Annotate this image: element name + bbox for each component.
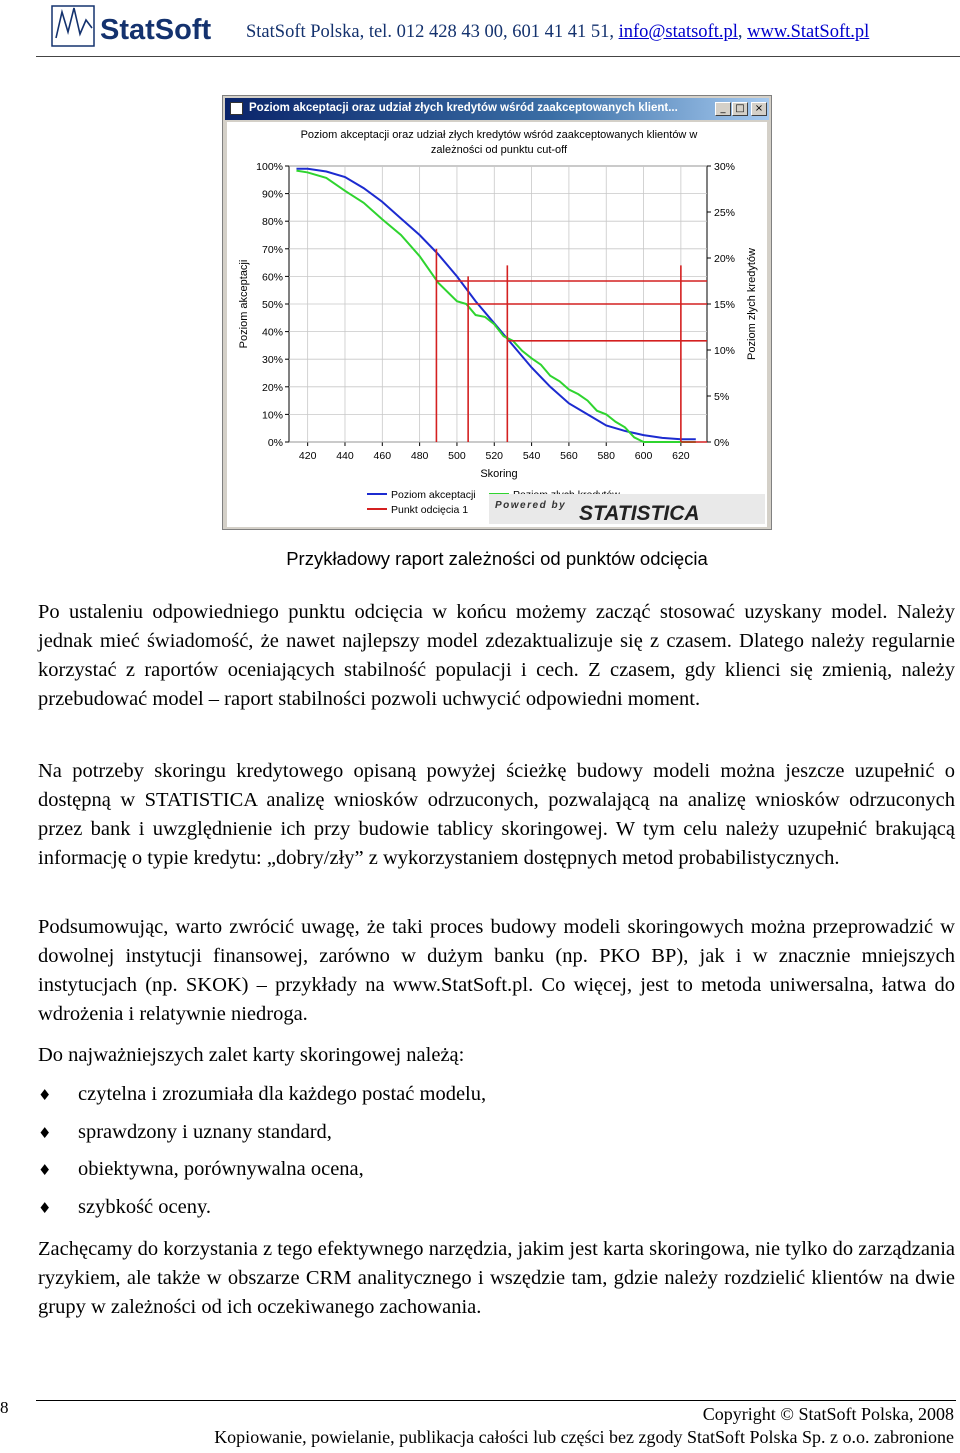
x-tick-label: 600 bbox=[634, 450, 653, 462]
website-link[interactable]: www.StatSoft.pl bbox=[747, 22, 870, 42]
y-left-tick-label: 40% bbox=[261, 326, 283, 339]
legend-label-acceptance: Poziom akceptacji bbox=[391, 489, 476, 501]
contact-separator: , bbox=[737, 22, 748, 42]
y-right-axis-label: Poziom złych kredytów bbox=[746, 248, 758, 360]
y-right-tick-label: 25% bbox=[714, 207, 736, 219]
bullet-text: czytelna i zrozumiała dla każdego postać modelu, bbox=[78, 1083, 487, 1105]
y-left-tick-label: 0% bbox=[267, 437, 283, 449]
footer-notice: Kopiowanie, powielanie, publikacja całości lub części bez zgody StatSoft Polska Sp. z o.o. zabronione bbox=[214, 1427, 954, 1447]
x-tick-label: 560 bbox=[560, 450, 578, 462]
window-app-icon bbox=[230, 102, 243, 115]
email-link[interactable]: info@statsoft.pl bbox=[618, 22, 738, 42]
x-tick-label: 580 bbox=[597, 450, 615, 462]
x-tick-label: 440 bbox=[336, 450, 354, 462]
chart-svg bbox=[227, 122, 767, 527]
figure-caption: Przykładowy raport zależności od punktów odcięcia bbox=[286, 548, 708, 569]
bullet-item bbox=[38, 1080, 486, 1110]
window-title: Poziom akceptacji oraz udział złych kredytów wśród zaakceptowanych klient... bbox=[249, 102, 678, 114]
x-tick-label: 540 bbox=[522, 450, 541, 462]
y-left-tick-label: 20% bbox=[261, 381, 283, 394]
bullet-text: obiektywna, porównywalna ocena, bbox=[78, 1158, 364, 1180]
minimize-button[interactable]: _ bbox=[715, 102, 731, 116]
window-titlebar[interactable] bbox=[225, 98, 769, 120]
y-left-axis-label: Poziom akceptacji bbox=[238, 259, 250, 349]
y-left-tick-label: 100% bbox=[256, 161, 283, 173]
x-tick-label: 420 bbox=[298, 450, 317, 462]
y-left-tick-label: 90% bbox=[261, 188, 283, 201]
x-tick-label: 620 bbox=[672, 450, 690, 462]
y-left-tick-label: 30% bbox=[261, 354, 283, 367]
y-right-tick-label: 30% bbox=[714, 161, 736, 173]
paragraph-4: Do najważniejszych zalet karty skoringowej należą: bbox=[38, 1044, 465, 1066]
diamond-bullet-icon: ♦ bbox=[38, 1124, 52, 1142]
y-right-tick-label: 15% bbox=[714, 299, 736, 311]
footer-divider bbox=[36, 1400, 956, 1401]
bullet-item bbox=[38, 1193, 211, 1223]
legend-label-cutoff: Punkt odcięcia 1 bbox=[391, 504, 469, 516]
watermark-powered-by: Powered by bbox=[495, 500, 567, 511]
watermark-statistica: STATISTICA bbox=[579, 502, 700, 525]
y-right-tick-label: 10% bbox=[714, 345, 736, 357]
x-tick-label: 480 bbox=[410, 450, 429, 462]
y-right-tick-label: 5% bbox=[714, 391, 730, 403]
diamond-bullet-icon: ♦ bbox=[38, 1086, 52, 1104]
diamond-bullet-icon: ♦ bbox=[38, 1199, 52, 1217]
footer-copyright: Copyright © StatSoft Polska, 2008 bbox=[702, 1404, 954, 1424]
chart-window bbox=[222, 95, 772, 530]
bullet-text: sprawdzony i uznany standard, bbox=[78, 1121, 332, 1143]
y-right-tick-label: 0% bbox=[714, 437, 730, 449]
close-button[interactable]: × bbox=[751, 102, 767, 116]
paragraph-3: Podsumowując, warto zwrócić uwagę, że taki proces budowy modeli skoringowych można przeprowadzić w dowolnej instytucji finansowej, zarówno w dużym banku (np. PKO BP), jak i w znacznie mniejszych instytucjach (np. SKOK) – przykłady na www.StatSoft.pl. Co więcej, jest to metoda uniwersalna, łatwa do wdrożenia i relatywnie niedroga. bbox=[38, 916, 955, 1025]
maximize-button[interactable]: □ bbox=[732, 102, 748, 116]
x-tick-label: 500 bbox=[448, 450, 466, 462]
brand-name: StatSoft bbox=[100, 14, 212, 46]
bullet-item bbox=[38, 1118, 332, 1148]
header-divider bbox=[36, 56, 960, 57]
chart-title-line-1: Poziom akceptacji oraz udział złych kredytów wśród zaakceptowanych klientów w bbox=[300, 129, 698, 141]
contact-text: StatSoft Polska, tel. 012 428 43 00, 601 41 41 51, bbox=[246, 22, 619, 42]
header-contact bbox=[246, 22, 869, 43]
bullet-text: szybkość oceny. bbox=[78, 1196, 212, 1218]
y-left-tick-label: 60% bbox=[261, 271, 283, 284]
y-right-tick-label: 20% bbox=[714, 253, 736, 265]
page-header bbox=[0, 0, 960, 70]
y-left-tick-label: 10% bbox=[261, 409, 283, 422]
bullet-item bbox=[38, 1155, 364, 1185]
x-axis-label: Skoring bbox=[480, 468, 518, 480]
paragraph-2: Na potrzeby skoringu kredytowego opisaną powyżej ścieżkę budowy modeli można jeszcze uzupełnić o dostępną w STATISTICA analizę wniosków odrzuconych, pozwalającą na analizę wniosków odrzuconych przez bank i uwzględnienie ich przy budowie tablicy skoringowej. W tym celu należy uzupełnić brakującą informację o typie kredytu: „dobry/zły” z wykorzystaniem dostępnych metod probabilistycznych. bbox=[38, 760, 955, 869]
y-left-tick-label: 50% bbox=[261, 299, 283, 311]
paragraph-1: Po ustaleniu odpowiedniego punktu odcięcia w końcu możemy zacząć stosować uzyskany model. Należy jednak mieć świadomość, że nawet najlepszy model zdezaktualizuje się z czasem. Dlatego należy regularnie korzystać z raportów oceniających stabilność populacji i cech. Z czasem, gdy klienci się zmienią, należy przebudować model – raport stabilności pozwoli uchwycić odpowiedni moment. bbox=[38, 601, 955, 710]
chart-area bbox=[227, 122, 767, 527]
y-left-tick-label: 80% bbox=[261, 216, 283, 229]
x-tick-label: 460 bbox=[373, 450, 392, 462]
x-tick-label: 520 bbox=[485, 450, 504, 462]
diamond-bullet-icon: ♦ bbox=[38, 1161, 52, 1179]
closing-paragraph: Zachęcamy do korzystania z tego efektywnego narzędzia, jakim jest karta skoringowa, nie tylko do zarządzania ryzykiem, ale także w obszarze CRM analitycznego i wszędzie tam, gdzie należy rozdzielić klientów na dwie grupy w zależności od ich oczekiwanego zachowania. bbox=[38, 1238, 955, 1318]
page-number: 8 bbox=[0, 1398, 9, 1417]
y-left-tick-label: 70% bbox=[261, 243, 283, 256]
chart-title-line-2: zależności od punktu cut-off bbox=[430, 144, 568, 156]
